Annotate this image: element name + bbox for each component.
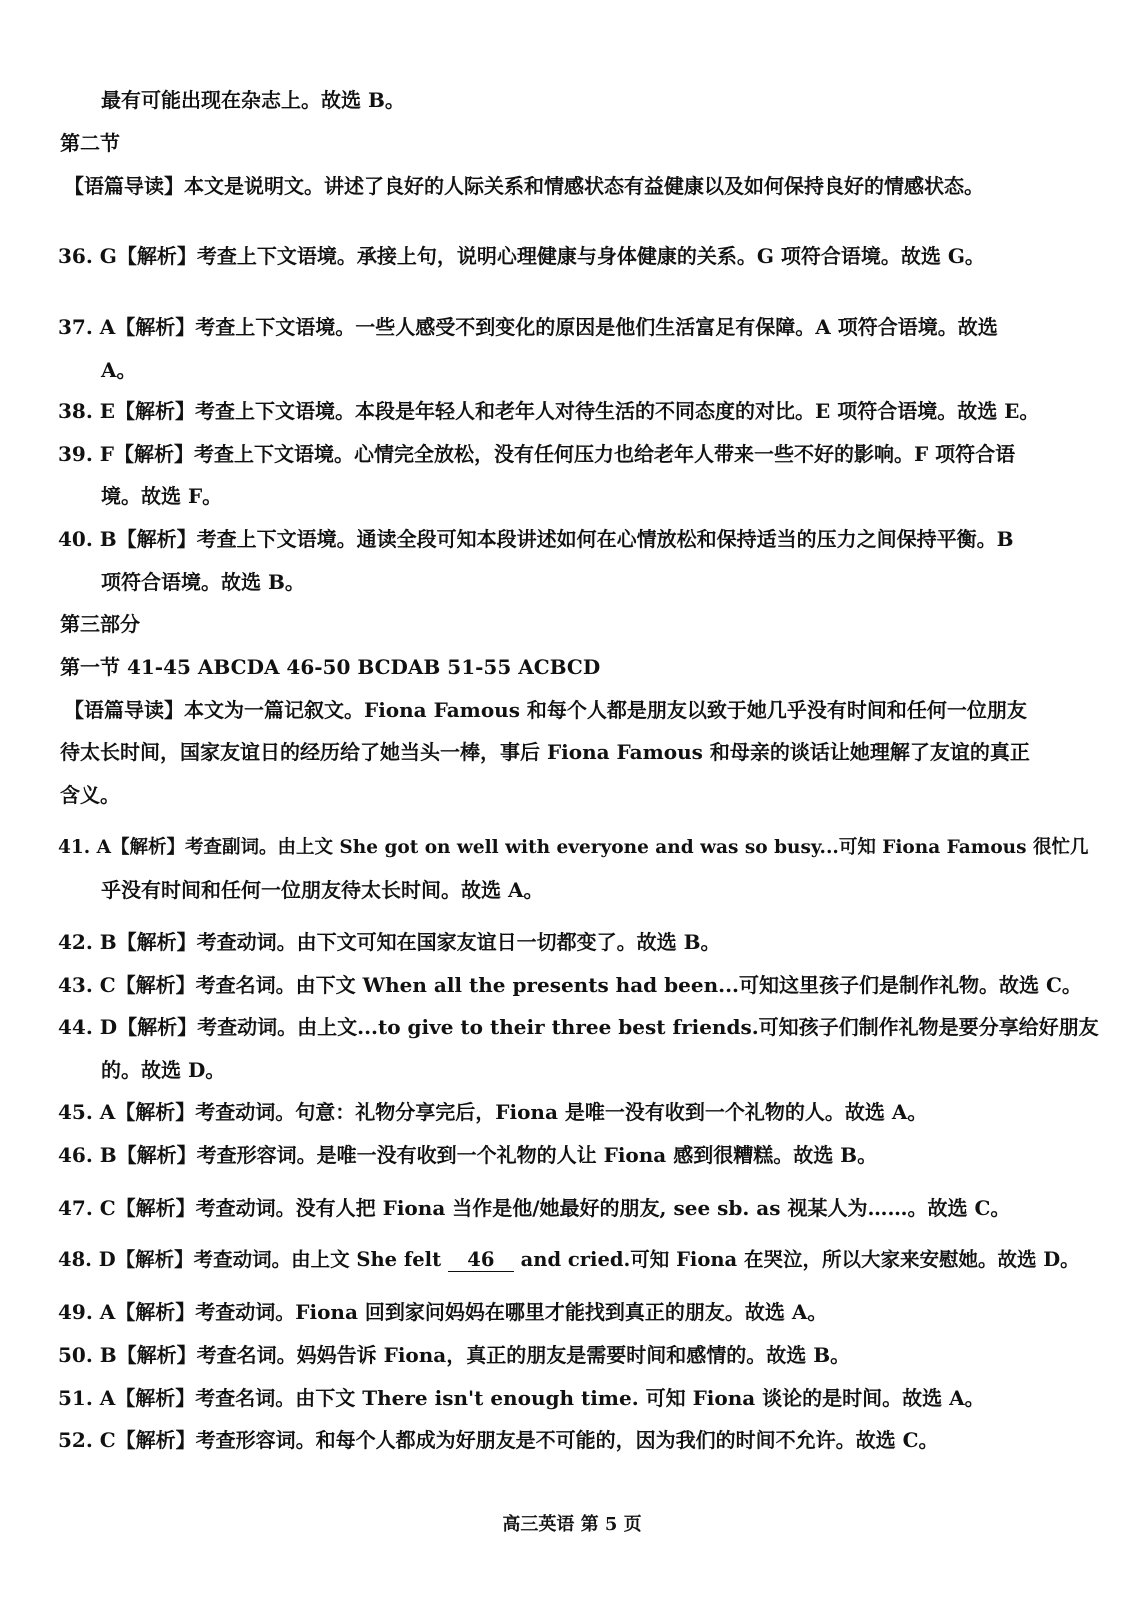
answer-item-41: 41. A【解析】考查副词。由上文 She got on well with everyone and was so busy...可知 Fiona Famous 很忙几: [58, 837, 1089, 858]
answer-item-36: 36. G【解析】考查上下文语境。承接上句，说明心理健康与身体健康的关系。G 项符合语境。故选 G。: [58, 244, 985, 268]
answer-summary: 第一节 41-45 ABCDA 46-50 BCDAB 51-55 ACBCD: [60, 655, 601, 679]
answer-item-46: 46. B【解析】考查形容词。是唯一没有收到一个礼物的人让 Fiona 感到很糟糕。故选 B。: [58, 1143, 878, 1167]
reading-guide-cont: 含义。: [60, 783, 120, 807]
answer-item-51: 51. A【解析】考查名词。由下文 There isn't enough time. 可知 Fiona 谈论的是时间。故选 A。: [58, 1386, 985, 1410]
answer-blank-46: 46: [448, 1249, 514, 1272]
answer-item-43: 43. C【解析】考查名词。由下文 When all the presents had been...可知这里孩子们是制作礼物。故选 C。: [58, 973, 1082, 997]
page-footer: 高三英语 第 5 页: [502, 1514, 642, 1535]
answer-item-44: 44. D【解析】考查动词。由上文...to give to their three best friends.可知孩子们制作礼物是要分享给好朋友: [58, 1015, 1099, 1039]
answer-item-44-cont: 的。故选 D。: [101, 1058, 226, 1082]
reading-guide: 【语篇导读】本文为一篇记叙文。Fiona Famous 和每个人都是朋友以致于她几乎没有时间和任何一位朋友: [64, 698, 1027, 722]
part-heading: 第三部分: [60, 612, 140, 636]
answer-item-42: 42. B【解析】考查动词。由下文可知在国家友谊日一切都变了。故选 B。: [58, 930, 721, 954]
answer-item-50: 50. B【解析】考查名词。妈妈告诉 Fiona，真正的朋友是需要时间和感情的。故选 B。: [58, 1343, 851, 1367]
answer-item-40: 40. B【解析】考查上下文语境。通读全段可知本段讲述如何在心情放松和保持适当的压力之间保持平衡。B: [58, 527, 1014, 551]
answer-item-41-cont: 乎没有时间和任何一位朋友待太长时间。故选 A。: [101, 878, 544, 902]
answer-item-48-before: 48. D【解析】考查动词。由上文 She felt: [58, 1248, 442, 1271]
reading-guide-cont: 待太长时间，国家友谊日的经历给了她当头一棒，事后 Fiona Famous 和母亲的谈话让她理解了友谊的真正: [60, 740, 1030, 764]
answer-item-47: 47. C【解析】考查动词。没有人把 Fiona 当作是他/她最好的朋友, see sb. as 视某人为……。故选 C。: [58, 1196, 1011, 1220]
answer-item-39: 39. F【解析】考查上下文语境。心情完全放松，没有任何压力也给老年人带来一些不好的影响。F 项符合语: [58, 442, 1016, 466]
section-heading: 第二节: [60, 131, 120, 155]
answer-item-39-cont: 境。故选 F。: [101, 484, 223, 508]
text-line: 最有可能出现在杂志上。故选 B。: [101, 88, 405, 112]
answer-item-37-cont: A。: [101, 358, 137, 382]
answer-item-37: 37. A【解析】考查上下文语境。一些人感受不到变化的原因是他们生活富足有保障。A 项符合语境。故选: [58, 315, 998, 339]
reading-guide: 【语篇导读】本文是说明文。讲述了良好的人际关系和情感状态有益健康以及如何保持良好的情感状态。: [64, 174, 984, 198]
answer-item-40-cont: 项符合语境。故选 B。: [101, 570, 305, 594]
answer-item-38: 38. E【解析】考查上下文语境。本段是年轻人和老年人对待生活的不同态度的对比。E 项符合语境。故选 E。: [58, 399, 1040, 423]
answer-item-48-after: and cried.可知 Fiona 在哭泣，所以大家来安慰她。故选 D。: [520, 1248, 1080, 1271]
answer-item-45: 45. A【解析】考查动词。句意：礼物分享完后，Fiona 是唯一没有收到一个礼物的人。故选 A。: [58, 1100, 928, 1124]
answer-item-52: 52. C【解析】考查形容词。和每个人都成为好朋友是不可能的，因为我们的时间不允许。故选 C。: [58, 1428, 939, 1452]
answer-item-48: [58, 1246, 1080, 1274]
answer-item-49: 49. A【解析】考查动词。Fiona 回到家问妈妈在哪里才能找到真正的朋友。故选 A。: [58, 1300, 828, 1324]
